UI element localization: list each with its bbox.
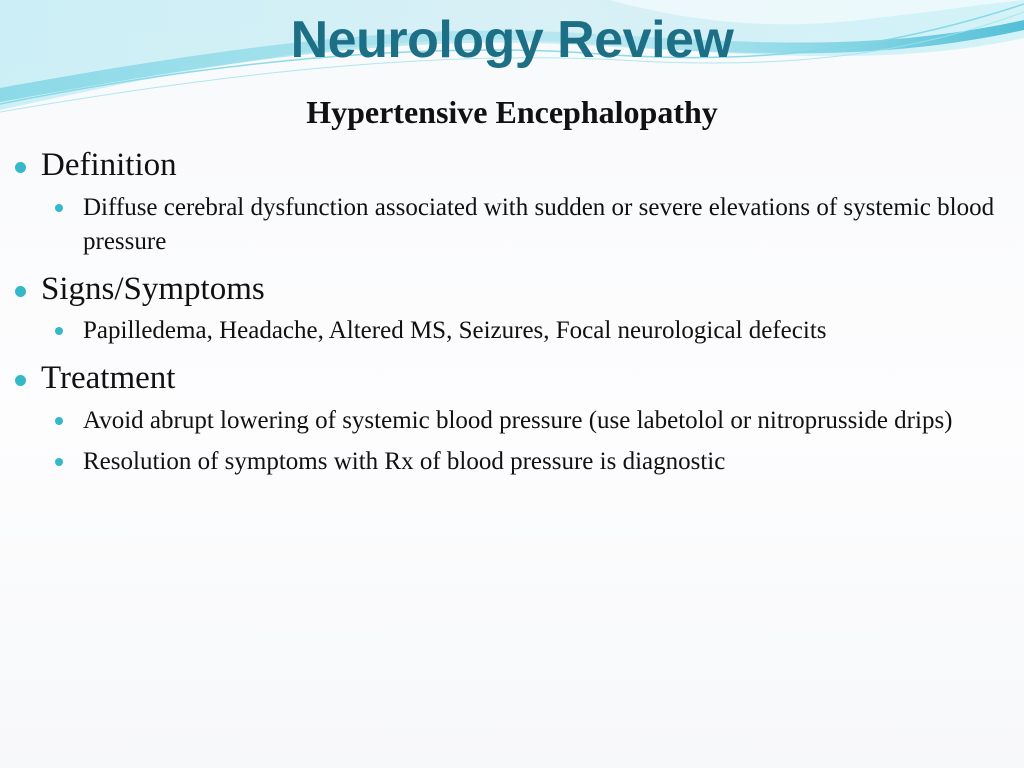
bullet-text: Papilledema, Headache, Altered MS, Seizures, Focal neurological defecits <box>83 317 827 345</box>
round-bullet-icon <box>55 204 63 212</box>
section-definition <box>12 146 1012 259</box>
bullet-text: Resolution of symptoms with Rx of blood pressure is diagnostic <box>83 447 726 475</box>
bullet-level1 <box>12 359 1012 399</box>
round-bullet-icon <box>55 417 63 425</box>
bullet-level2 <box>12 314 1012 348</box>
section-heading: Definition <box>41 147 177 183</box>
section-heading: Signs/Symptoms <box>41 270 265 307</box>
round-bullet-icon <box>15 162 26 173</box>
bullet-level2 <box>12 404 1012 438</box>
round-bullet-icon <box>15 375 26 386</box>
section-heading: Treatment <box>41 360 176 397</box>
slide-title: Neurology Review <box>290 11 734 69</box>
round-bullet-icon <box>55 327 63 335</box>
round-bullet-icon <box>55 458 63 466</box>
bullet-text: Diffuse cerebral dysfunction associated with sudden or severe elevations of systemic blood pressure <box>83 193 995 255</box>
bullet-level1 <box>12 146 1012 186</box>
round-bullet-icon <box>15 286 26 297</box>
bullet-text: Avoid abrupt lowering of systemic blood pressure (use labetolol or nitroprusside drips) <box>83 406 953 434</box>
bullet-list <box>12 146 1012 490</box>
section-treatment <box>12 359 1012 479</box>
section-signs-symptoms <box>12 270 1012 349</box>
bullet-level2 <box>12 191 1012 259</box>
bullet-level1 <box>12 270 1012 310</box>
slide-subtitle: Hypertensive Encephalopathy <box>306 94 718 130</box>
bullet-level2 <box>12 445 1012 479</box>
